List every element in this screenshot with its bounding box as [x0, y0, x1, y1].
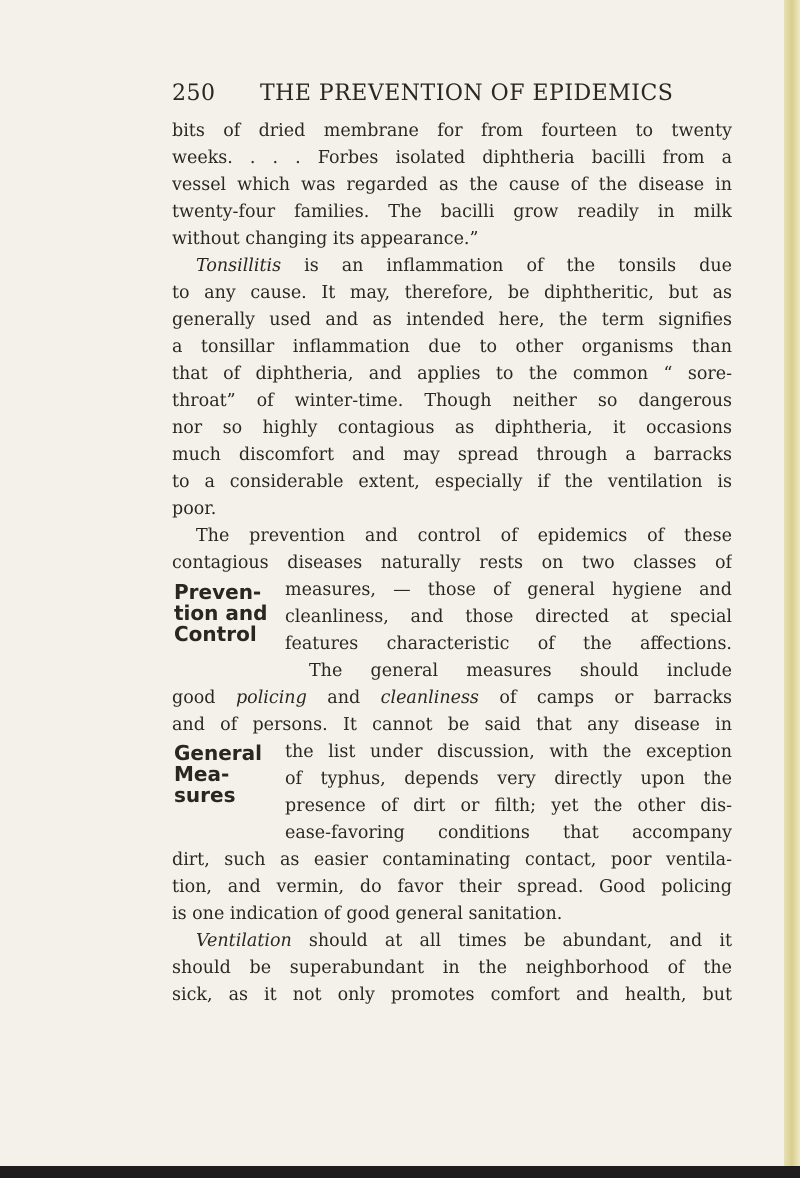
text-line: should be superabundant in the neighborhood of the — [172, 958, 732, 978]
text-line: of typhus, depends very directly upon the — [285, 769, 732, 789]
page-number: 250 — [172, 81, 216, 106]
text-line: without changing its appearance.” — [172, 229, 479, 249]
text-line: features characteristic of the affections. — [285, 634, 732, 654]
text-line: ease-favoring conditions that accompany — [285, 823, 732, 843]
text-line: the list under discussion, with the exception — [285, 742, 732, 762]
text-line: is one indication of good general sanitation. — [172, 904, 563, 924]
text-line: poor. — [172, 499, 217, 519]
text-line: presence of dirt or filth; yet the other dis- — [285, 796, 732, 816]
page-edge — [784, 0, 800, 1178]
text-line: weeks. . . . Forbes isolated diphtheria bacilli from a — [172, 148, 732, 168]
sidenote-prevention-control: Preven- tion and Control — [174, 580, 268, 646]
scan-bottom-border — [0, 1166, 800, 1178]
text-line: contagious diseases naturally rests on two classes of — [172, 553, 732, 573]
running-header — [172, 80, 732, 108]
ventilation-paragraph-start: Ventilation should at all times be abundant, and it — [196, 931, 732, 951]
text-line: generally used and as intended here, the term signifies — [172, 310, 732, 330]
text-line: to any cause. It may, therefore, be diphtheritic, but as — [172, 283, 732, 303]
body-text — [172, 118, 732, 1009]
text-line: tion, and vermin, do favor their spread. Good policing — [172, 877, 732, 897]
text-line: much discomfort and may spread through a barracks — [172, 445, 732, 465]
tonsillitis-paragraph-start: Tonsillitis is an inflammation of the tonsils due — [196, 256, 732, 276]
text-line: The general measures should include — [309, 661, 732, 681]
term-ventilation: Ventilation — [196, 931, 292, 951]
text-line: throat” of winter-time. Though neither so dangerous — [172, 391, 732, 411]
text-line: a tonsillar inflammation due to other organisms than — [172, 337, 732, 357]
term-policing: policing — [235, 688, 307, 708]
text-line: to a considerable extent, especially if the ventilation is — [172, 472, 732, 492]
text-line: that of diphtheria, and applies to the common “ sore- — [172, 364, 732, 384]
text-line: vessel which was regarded as the cause of the disease in — [172, 175, 732, 195]
running-title: THE PREVENTION OF EPIDEMICS — [260, 81, 674, 106]
text-line: nor so highly contagious as diphtheria, it occasions — [172, 418, 732, 438]
text-line: twenty-four families. The bacilli grow readily in milk — [172, 202, 732, 222]
sidenote-general-measures: General Mea- sures — [174, 741, 262, 807]
text-line: measures, — those of general hygiene and — [285, 580, 732, 600]
text-line: cleanliness, and those directed at special — [285, 607, 732, 627]
term-cleanliness: cleanliness — [380, 688, 479, 708]
text-line: and of persons. It cannot be said that any disease in — [172, 715, 732, 735]
policing-line: good policing and cleanliness of camps or barracks — [172, 688, 732, 708]
text-line: dirt, such as easier contaminating contact, poor ventila- — [172, 850, 732, 870]
text-line: The prevention and control of epidemics of these — [196, 526, 732, 546]
term-tonsillitis: Tonsillitis — [196, 256, 282, 276]
text-line: bits of dried membrane for from fourteen to twenty — [172, 121, 732, 141]
text-line: sick, as it not only promotes comfort and health, but — [172, 985, 732, 1005]
